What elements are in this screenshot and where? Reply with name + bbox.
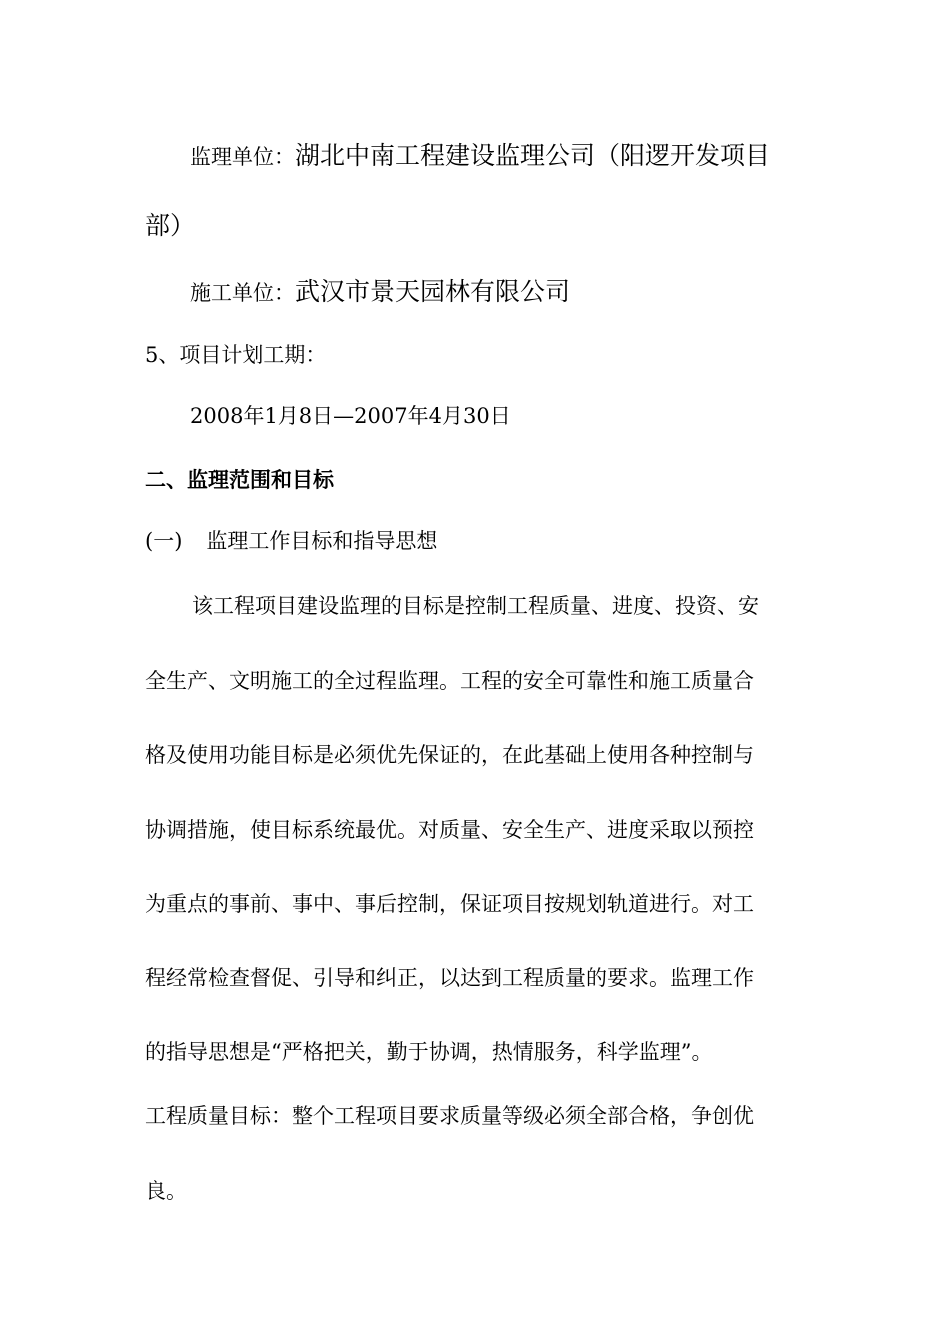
schedule-heading: 5、项目计划工期：	[145, 343, 327, 367]
subsection-number: (一)	[145, 529, 183, 553]
body-line: 程经常检查督促、引导和纠正，以达到工程质量的要求。监理工作	[145, 966, 754, 990]
construction-unit-line	[190, 279, 570, 304]
supervision-unit-label: 监理单位：	[190, 145, 295, 169]
supervision-unit-continuation: 部）	[145, 211, 196, 240]
construction-unit-label: 施工单位：	[190, 281, 295, 305]
body-line: 该工程项目建设监理的目标是控制工程质量、进度、投资、安	[192, 594, 759, 618]
subsection-heading	[145, 531, 437, 552]
supervision-unit-value: 湖北中南工程建设监理公司（阳逻开发项目	[295, 141, 771, 170]
body-line: 的指导思想是“严格把关，勤于协调，热情服务，科学监理”。	[145, 1040, 713, 1064]
body-line: 协调措施，使目标系统最优。对质量、安全生产、进度采取以预控	[145, 818, 754, 842]
body-line: 全生产、文明施工的全过程监理。工程的安全可靠性和施工质量合	[145, 669, 754, 693]
supervision-unit-line	[190, 143, 770, 168]
subsection-title: 监理工作目标和指导思想	[206, 529, 438, 553]
quality-goal-continuation: 良。	[145, 1179, 187, 1203]
quality-goal-line: 工程质量目标：整个工程项目要求质量等级必须全部合格，争创优	[145, 1104, 754, 1128]
body-line: 为重点的事前、事中、事后控制，保证项目按规划轨道进行。对工	[145, 892, 754, 916]
construction-unit-value: 武汉市景天园林有限公司	[295, 277, 571, 306]
body-line: 格及使用功能目标是必须优先保证的，在此基础上使用各种控制与	[145, 743, 754, 767]
schedule-period: 2008年1月8日—2007年4月30日	[190, 404, 511, 428]
section-title: 二、监理范围和目标	[145, 467, 334, 492]
